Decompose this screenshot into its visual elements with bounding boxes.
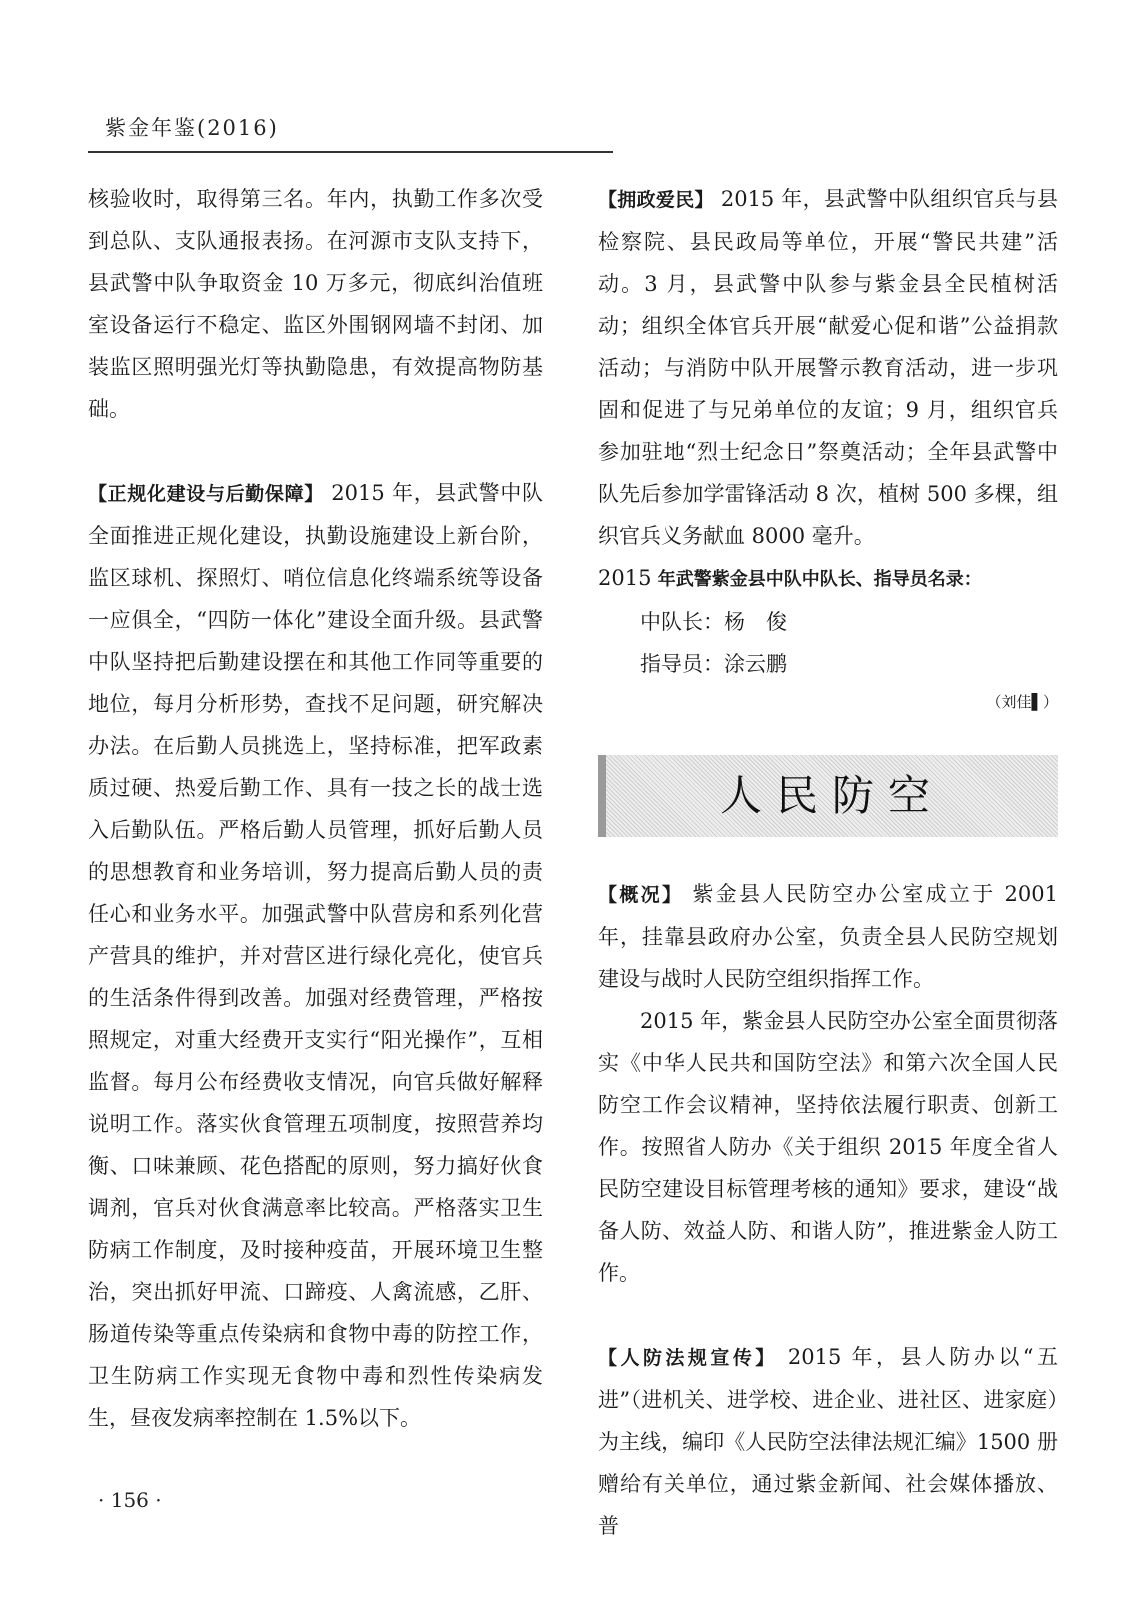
- paragraph-standardization-text: 2015 年，县武警中队全面推进正规化建设，执勤设施建设上新台阶，监区球机、探照灯、哨位信息化终端系统等设备一应俱全，“四防一体化”建设全面升级。县武警中队坚持把后勤建设摆在和其他工作同等重要的地位，每月分析形势，查找不足问题，研究解决办法。在后勤人员挑选上，坚持标准，把军政素质过硬、热爱后勤工作、具有一技之长的战士选入后勤队伍。严格后勤人员管理，抓好后勤人员的思想教育和业务培训，努力提高后勤人员的责任心和业务水平。加强武警中队营房和系列化营产营具的维护，并对营区进行绿化亮化，使官兵的生活条件得到改善。加强对经费管理，严格按照规定，对重大经费开支实行“阳光操作”，互相监督。每月公布经费收支情况，向官兵做好解释说明工作。落实伙食管理五项制度，按照营养均衡、口味兼顾、花色搭配的原则，努力搞好伙食调剂，官兵对伙食满意率比较高。严格落实卫生防病工作制度，及时接种疫苗，开展环境卫生整治，突出抓好甲流、口蹄疫、人禽流感，乙肝、肠道传染等重点传染病和食物中毒的防控工作，卫生防病工作实现无食物中毒和烈性传染病发生，昼夜发病率控制在 1.5%以下。: [88, 481, 543, 1430]
- paragraph-overview-text: 紫金县人民防空办公室成立于 2001 年，挂靠县政府办公室，负责全县人民防空规划建设与战时人民防空组织指挥工作。: [598, 882, 1058, 991]
- roster-title-text: 年武警紫金县中队中队长、指导员名录：: [651, 569, 982, 590]
- page-number: · 156 ·: [98, 1488, 162, 1512]
- paragraph-civil-support: [598, 178, 1058, 557]
- paragraph-law-promotion: [598, 1336, 1058, 1547]
- section-title: 人民防空: [719, 771, 944, 820]
- section-label-overview: 【概况】: [598, 884, 684, 906]
- roster-title: [598, 557, 1058, 601]
- section-label-standardization: 【正规化建设与后勤保障】: [88, 483, 324, 505]
- author-byline: （刘佳▌）: [986, 693, 1058, 711]
- running-head: 紫金年鉴(2016): [105, 116, 279, 140]
- left-column: [88, 178, 543, 1439]
- section-label-law-promotion: 【人防法规宣传】: [598, 1347, 778, 1369]
- roster-instructor: 指导员：涂云鹏: [640, 652, 787, 676]
- paragraph-2015-work: 2015 年，紫金县人民防空办公室全面贯彻落实《中华人民共和国防空法》和第六次全国人民防空工作会议精神，坚持依法履行职责、创新工作。按照省人防办《关于组织 2015 年度全省人民防空建设目标管理考核的通知》要求，建设“战备人防、效益人防、和谐人防”，推进紫金人防工作。: [598, 1009, 1058, 1285]
- right-column: [598, 178, 1058, 1547]
- section-label-civil-support: 【拥政爱民】: [598, 189, 714, 211]
- paragraph-inspection: 核验收时，取得第三名。年内，执勤工作多次受到总队、支队通报表扬。在河源市支队支持下，县武警中队争取资金 10 万多元，彻底纠治值班室设备运行不稳定、监区外围钢网墙不封闭、加装监区照明强光灯等执勤隐患，有效提高物防基础。: [88, 187, 543, 421]
- roster-year: 2015: [598, 566, 652, 590]
- paragraph-civil-support-text: 2015 年，县武警中队组织官兵与县检察院、县民政局等单位，开展“警民共建”活动。3 月，县武警中队参与紫金县全民植树活动；组织全体官兵开展“献爱心促和谐”公益捐款活动；与消防中队开展警示教育活动，进一步巩固和促进了与兄弟单位的友谊；9 月，组织官兵参加驻地“烈士纪念日”祭奠活动；全年县武警中队先后参加学雷锋活动 8 次，植树 500 多棵，组织官兵义务献血 8000 毫升。: [598, 187, 1058, 548]
- roster-captain: 中队长：杨 俊: [640, 610, 787, 634]
- section-banner: [598, 755, 1058, 837]
- paragraph-standardization: [88, 472, 543, 1439]
- header-rule: [88, 151, 613, 153]
- paragraph-overview: [598, 873, 1058, 1000]
- paragraph-law-promotion-text: 2015 年，县人防办以“五进”（进机关、进学校、进企业、进社区、进家庭）为主线，编印《人民防空法律法规汇编》1500 册赠给有关单位，通过紫金新闻、社会媒体播放、普: [598, 1345, 1058, 1538]
